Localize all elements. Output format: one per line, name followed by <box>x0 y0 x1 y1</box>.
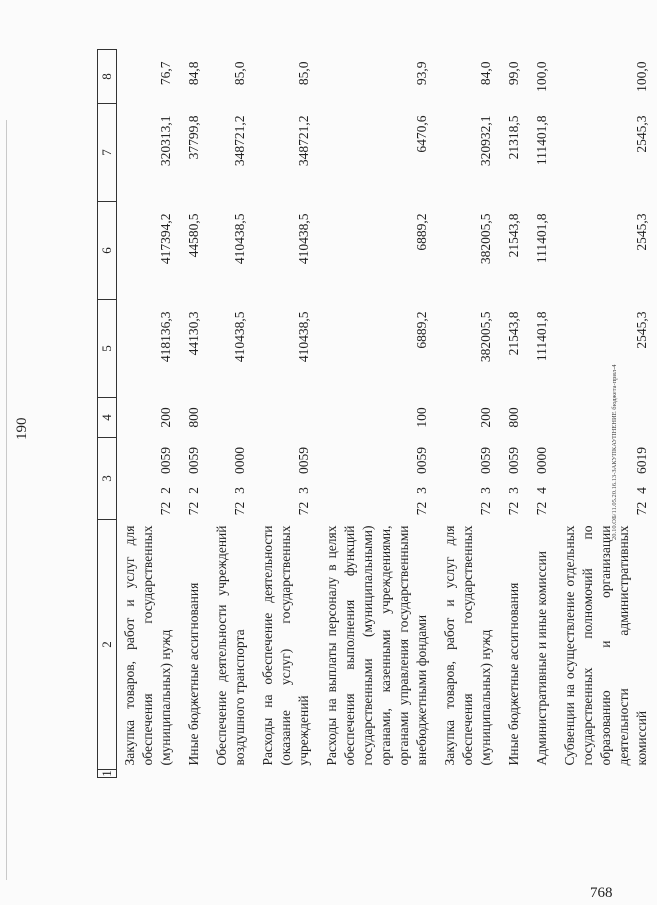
row-value-6: 2545,3 <box>634 213 649 251</box>
row-value-5: 382005,5 <box>478 311 493 363</box>
row-spacer-cell <box>117 770 182 778</box>
table-row <box>529 50 557 778</box>
row-code-a: 72 <box>534 501 549 516</box>
row-code-a: 72 <box>634 501 649 516</box>
budget-table <box>97 49 657 778</box>
row-code-a: 72 <box>232 501 247 516</box>
row-value-5: 418136,3 <box>158 311 173 363</box>
table-row <box>319 50 437 778</box>
row-value-5: 2545,3 <box>634 311 649 349</box>
row-name: Административные и иные комиссии <box>534 551 549 766</box>
row-code-d: 800 <box>186 407 201 428</box>
row-code-d: 200 <box>478 407 493 428</box>
header-col-2: 2 <box>98 520 117 770</box>
row-value-7: 2545,3 <box>634 115 649 153</box>
row-code-b: 3 <box>296 487 311 494</box>
row-value-8: 85,0 <box>232 61 247 86</box>
table-header-row <box>98 50 117 778</box>
row-code-d: 100 <box>414 407 429 428</box>
row-code-a: 72 <box>158 501 173 516</box>
header-col-5: 5 <box>98 300 117 398</box>
row-code-d <box>557 398 657 438</box>
header-col-7: 7 <box>98 104 117 202</box>
row-name: Иные бюджетные ассигнования <box>506 582 521 766</box>
table-row <box>255 50 319 778</box>
row-code-a: 72 <box>414 501 429 516</box>
row-spacer-cell <box>181 770 209 778</box>
page-edge-line <box>6 120 7 880</box>
row-code-c: 6019 <box>634 447 649 474</box>
row-value-8: 99,0 <box>506 61 521 86</box>
row-code-c: 0059 <box>506 447 521 474</box>
row-value-5: 6889,2 <box>414 311 429 349</box>
row-value-5: 44130,3 <box>186 311 201 356</box>
row-spacer-cell <box>209 770 255 778</box>
row-code-a: 72 <box>186 501 201 516</box>
row-name: Субвенции на осуществление отдельных государственных полномочий по образованию и организации деятельности административных комиссий <box>562 525 649 766</box>
row-value-6: 410438,5 <box>296 213 311 265</box>
row-code-c: 0059 <box>296 447 311 474</box>
row-value-8: 84,8 <box>186 61 201 86</box>
row-spacer-cell <box>319 770 437 778</box>
row-value-7: 111401,8 <box>534 115 549 166</box>
row-value-7: 21318,5 <box>506 115 521 160</box>
row-value-5: 111401,8 <box>534 311 549 362</box>
row-value-7: 6470,6 <box>414 115 429 153</box>
table-row <box>501 50 529 778</box>
header-col-6: 6 <box>98 202 117 300</box>
row-value-7: 348721,2 <box>296 115 311 167</box>
row-value-8: 93,9 <box>414 61 429 86</box>
row-name: Закупка товаров, работ и услуг для обеспечения государственных (муниципальных) нужд <box>442 525 493 766</box>
header-col-8: 8 <box>98 50 117 104</box>
row-value-5: 410438,5 <box>296 311 311 363</box>
row-code-c: 0000 <box>534 447 549 474</box>
row-value-6: 111401,8 <box>534 213 549 264</box>
row-value-6: 382005,5 <box>478 213 493 265</box>
row-spacer-cell <box>529 770 557 778</box>
row-code-b: 3 <box>414 487 429 494</box>
row-code-d: 200 <box>158 407 173 428</box>
row-spacer-cell <box>501 770 529 778</box>
row-value-6: 44580,5 <box>186 213 201 258</box>
row-code-c: 0059 <box>158 447 173 474</box>
row-name: Обеспечение деятельности учреждений воздушного транспорта <box>214 525 247 766</box>
row-value-8: 85,0 <box>296 61 311 86</box>
row-spacer-cell <box>437 770 501 778</box>
row-value-5: 410438,5 <box>232 311 247 363</box>
row-code-b: 4 <box>634 487 649 494</box>
table-row <box>557 50 657 778</box>
sheet-number: 768 <box>590 885 613 901</box>
row-code-c: 0059 <box>186 447 201 474</box>
row-value-7: 348721,2 <box>232 115 247 167</box>
row-code-d <box>255 398 319 438</box>
row-value-8: 100,0 <box>634 61 649 92</box>
row-value-7: 320932,1 <box>478 115 493 167</box>
row-code-b: 3 <box>232 487 247 494</box>
header-col-3: 3 <box>98 438 117 520</box>
header-col-4: 4 <box>98 398 117 438</box>
row-code-d: 800 <box>506 407 521 428</box>
row-name: Закупка товаров, работ и услуг для обеспечения государственных (муниципальных) нужд <box>122 525 173 766</box>
row-code-a: 72 <box>296 501 311 516</box>
row-code-d <box>209 398 255 438</box>
row-value-7: 37799,8 <box>186 115 201 160</box>
row-code-b: 2 <box>158 487 173 494</box>
row-value-6: 417394,2 <box>158 213 173 265</box>
row-spacer-cell <box>255 770 319 778</box>
row-name: Иные бюджетные ассигнования <box>186 582 201 766</box>
row-value-5: 21543,8 <box>506 311 521 356</box>
row-value-8: 84,0 <box>478 61 493 86</box>
row-value-6: 6889,2 <box>414 213 429 251</box>
row-value-7: 320313,1 <box>158 115 173 167</box>
file-path-footer: 20.10.ОБ/11.05.20.16.13-ЗАКУПКАУПНЕНИЕ бюджета-прил-4 <box>611 364 618 540</box>
row-code-b: 2 <box>186 487 201 494</box>
row-value-6: 410438,5 <box>232 213 247 265</box>
row-code-c: 0000 <box>232 447 247 474</box>
row-value-8: 76,7 <box>158 61 173 86</box>
row-code-a: 72 <box>506 501 521 516</box>
row-value-8: 100,0 <box>534 61 549 92</box>
row-code-b: 3 <box>506 487 521 494</box>
row-code-b: 4 <box>534 487 549 494</box>
row-name: Расходы на обеспечение деятельности (оказание услуг) государственных учреждений <box>260 525 311 766</box>
page-number: 190 <box>14 417 30 440</box>
table-row <box>437 50 501 778</box>
table-row <box>117 50 182 778</box>
row-spacer-cell <box>557 770 657 778</box>
row-code-b: 3 <box>478 487 493 494</box>
row-code-c: 0059 <box>478 447 493 474</box>
row-code-c: 0059 <box>414 447 429 474</box>
row-name: Расходы на выплаты персоналу в целях обеспечения выполнения функций государственными (муниципальными) органами, казенными учреждениями, органами управления государственными внебюджетными фондами <box>324 525 429 766</box>
header-col-1: 1 <box>98 770 117 778</box>
row-code-d <box>529 398 557 438</box>
row-code-a: 72 <box>478 501 493 516</box>
row-value-6: 21543,8 <box>506 213 521 258</box>
table-row <box>209 50 255 778</box>
table-row <box>181 50 209 778</box>
